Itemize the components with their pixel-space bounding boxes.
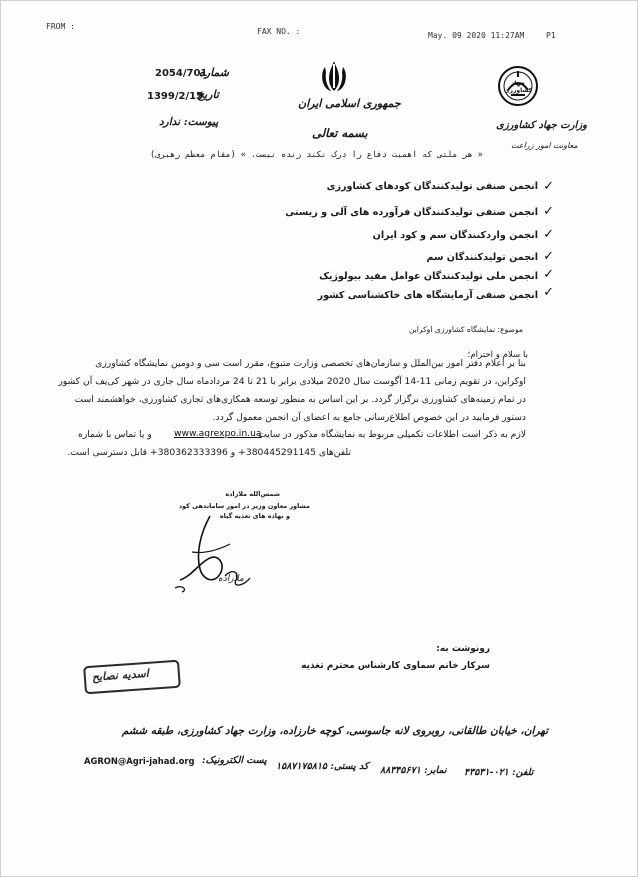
body-line-part: و یا تماس با شماره <box>78 429 152 440</box>
body-line: اوکراین، در تقویم زمانی 11-14 آگوست سال 2020 میلادی برابر با 21 تا 24 مردادماه سال جاری در شهر کی‌یف آن کشور <box>58 376 526 387</box>
signer-title: و نهاده های تغذیه گیاه <box>219 512 290 520</box>
iran-emblem-icon <box>316 58 352 94</box>
body-line: دستور فرمایید در این خصوص اطلاع‌رسانی جامع به اعضای آن انجمن معمول گردد. <box>212 412 526 423</box>
addressee-text: انجمن صنفی تولیدکنندگان فرآورده های آلی و زیستی <box>285 207 538 218</box>
body-line: تلفن‌های 380445291145+ و 380362333396+ قابل دسترسی است. <box>67 447 351 458</box>
salutation: با سلام و احترام؛ <box>467 350 528 360</box>
stamp-text: اسدیه نصایح <box>91 666 150 684</box>
footer-address: تهران، خیابان طالقانی، روبروی لانه جاسوسی، کوچه خارزاده، وزارت جهاد کشاورزی، طبقه ششم <box>121 725 548 737</box>
footer-email[interactable]: AGRON@Agri-jahad.org <box>84 756 195 766</box>
body-line-part: لازم به ذکر است اطلاعات تکمیلی مربوط به نمایشگاه مذکور در سایت <box>258 429 526 440</box>
ministry-logo <box>497 64 539 108</box>
letter-body <box>58 358 526 468</box>
check-icon: ✓ <box>543 204 554 219</box>
subject: موضوع: نمایشگاه کشاورزی اوکراین <box>408 325 523 334</box>
check-icon: ✓ <box>543 249 554 264</box>
attachment: پیوست: ندارد <box>159 116 219 128</box>
addressee-text: انجمن صنفی آزمایشگاه های خاکشناسی کشور <box>317 290 538 301</box>
addressee-text: انجمن صنفی تولیدکنندگان کودهای کشاورزی <box>326 181 538 192</box>
check-icon: ✓ <box>543 227 554 242</box>
letter-date: 1399/2/15 <box>147 91 204 102</box>
check-icon: ✓ <box>543 267 554 282</box>
cc-label: رونوشت به: <box>436 644 490 654</box>
footer-fax: نمابر: ۸۸۳۴۵۶۷۱ <box>380 765 447 776</box>
check-icon: ✓ <box>543 179 554 194</box>
body-line <box>78 429 526 443</box>
body-line: بنا بر اعلام دفتر امور بین‌الملل و سازمان‌های تخصصی وزارت متبوع، مقرر است سی و دومین نمایشگاه کشاورزی <box>95 358 526 369</box>
letter-meta <box>147 66 275 138</box>
cc-recipient: سرکار خانم سماوی کارشناس محترم تغذیه <box>301 661 490 671</box>
addressee-text: انجمن تولیدکنندگان سم <box>426 252 538 263</box>
addressee-text: انجمن واردکنندگان سم و کود ایران <box>372 230 538 241</box>
check-icon: ✓ <box>543 285 554 300</box>
footer-contacts <box>84 756 564 776</box>
signer-title: مشاور معاون وزیر در امور ساماندهی کود <box>178 502 310 510</box>
signature-block <box>170 490 310 600</box>
ministry-name: وزارت جهاد کشاورزی <box>496 120 587 131</box>
addressee-text: انجمن ملی تولیدکنندگان عوامل مفید بیولوژیک <box>319 271 538 282</box>
signer-name: شمس‌الله ملازاده <box>225 490 280 498</box>
fax-page: P1 <box>546 31 556 40</box>
letter-number: 2054/701 <box>155 68 208 79</box>
number-label: شماره <box>199 66 230 79</box>
leader-quote: « هر ملتی که اهمیت دفاع را درک نکند زنده نیست. » (مقام معظم رهبری) <box>150 149 483 159</box>
fax-number: FAX NO. : <box>257 27 301 36</box>
logo-text: جهاد کشاورزی <box>504 80 532 94</box>
footer-email-label: پست الکترونیک: <box>202 755 267 766</box>
invocation: بسمه تعالی <box>312 126 368 140</box>
body-line: در تمام زمینه‌های کشاورزی برگزار گردد. بر این اساس به منظور توسعه همکاری‌های تجاری کشاورزی، خواهشمند است <box>74 394 526 405</box>
fax-datetime: May. 09 2020 11:27AM <box>428 31 525 40</box>
department-name: معاونت امور زراعت <box>511 141 578 150</box>
footer-postal: کد پستی: ۱۵۸۷۱۷۵۸۱۵ <box>276 761 369 772</box>
fax-from: FROM : <box>46 22 75 31</box>
website-link[interactable]: www.agrexpo.in.ua <box>174 428 262 439</box>
footer-phone: تلفن: ۰۲۱-۴۳۵۳۱ <box>464 767 534 778</box>
country-name: جمهوری اسلامی ایران <box>298 97 401 110</box>
signature-scribble: ملازاده <box>218 574 244 584</box>
date-label: تاریخ <box>197 88 219 101</box>
